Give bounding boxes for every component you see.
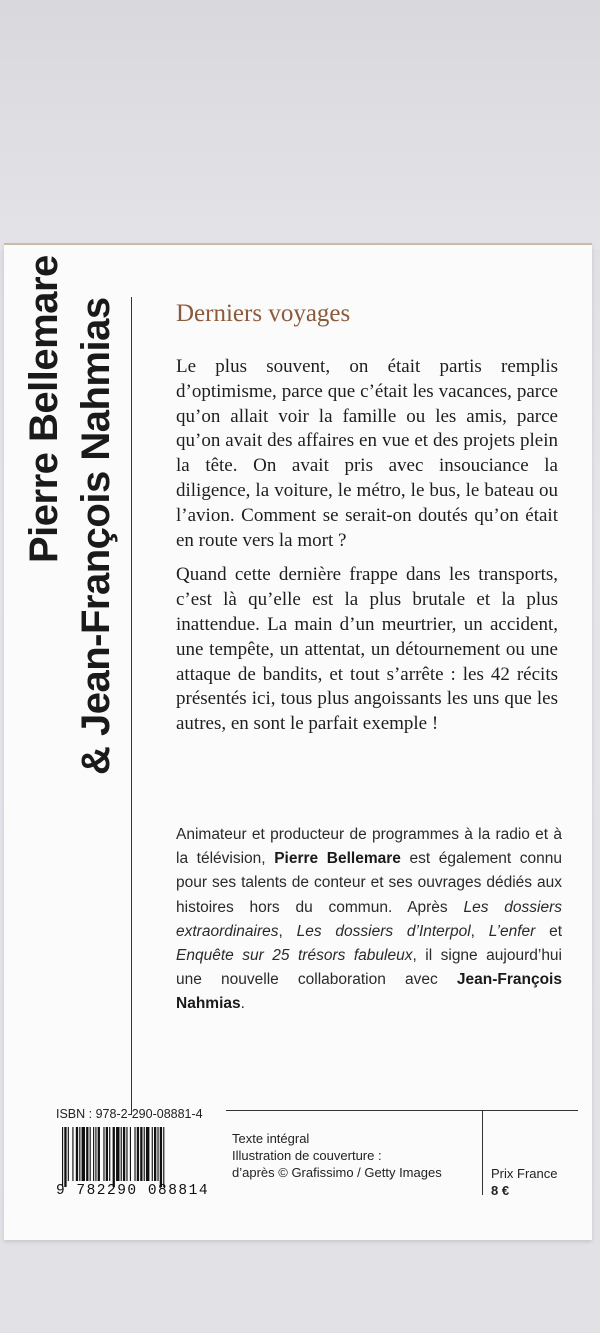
barcode-bar xyxy=(154,1127,156,1181)
bio-text: , xyxy=(470,922,489,940)
bio-text: est également connu pour ses talents de conteur et ses ouvrages dédiés aux histoires hors du commun. Après xyxy=(176,850,563,916)
barcode-bar xyxy=(95,1127,96,1181)
barcode-bar xyxy=(113,1127,115,1187)
barcode-image xyxy=(62,1127,222,1187)
barcode-bar xyxy=(79,1127,80,1181)
barcode-bar xyxy=(72,1127,73,1181)
bio-author-name: Pierre Bellemare xyxy=(274,850,401,868)
barcode-bar xyxy=(106,1127,108,1181)
barcode-bar xyxy=(121,1127,122,1181)
isbn-label: ISBN : 978-2-290-08881-4 xyxy=(56,1107,203,1121)
price-divider xyxy=(482,1110,483,1195)
barcode-bar xyxy=(134,1127,135,1181)
barcode-bar xyxy=(123,1127,125,1181)
barcode-bar xyxy=(126,1127,127,1181)
bio-book-title: Les dossiers d’Interpol xyxy=(296,922,471,940)
author-name-two: & Jean-François Nahmias xyxy=(74,297,118,775)
price-block xyxy=(491,1165,557,1199)
barcode-bar xyxy=(160,1127,162,1187)
author-name-one: Pierre Bellemare xyxy=(22,255,66,563)
barcode-bar xyxy=(68,1127,69,1181)
barcode-bar xyxy=(62,1127,63,1187)
bio-text: , xyxy=(278,922,297,940)
bio-book-title: Enquête sur 25 trésors fabuleux xyxy=(176,947,413,965)
summary-paragraph-1: Le plus souvent, on était partis remplis d’optimisme, parce que c’était les vacances, parce qu’on allait voir la famille ou les amis, parce qu’on avait des affaires en vue et des projets plein la tête. On avait pris avec insouciance la diligence, la voiture, le métro, le bus, le bateau ou l’avion. Comment se serait-on doutés qu’on était en route vers la mort ? xyxy=(176,356,558,551)
book-title: Derniers voyages xyxy=(176,300,351,327)
barcode-bar xyxy=(137,1127,139,1181)
barcode-bar xyxy=(86,1127,88,1181)
price-value xyxy=(491,1182,557,1199)
barcode-block xyxy=(52,1127,224,1199)
barcode-bar xyxy=(144,1127,145,1181)
barcode-bar xyxy=(109,1127,110,1181)
ean-digits: 9 782290 088814 xyxy=(56,1183,210,1199)
price-label: Prix France xyxy=(491,1166,558,1181)
barcode-bar xyxy=(163,1127,164,1187)
barcode-bar xyxy=(76,1127,78,1181)
bio-book-title: Les dossiers extraordinaires xyxy=(176,898,562,940)
summary-text xyxy=(176,355,558,747)
barcode-bar xyxy=(116,1127,119,1181)
barcode-bar xyxy=(152,1127,153,1181)
credits-line-2: Illustration de couverture : xyxy=(232,1148,382,1163)
summary-paragraph-2: Quand cette dernière frappe dans les transports, c’est là qu’elle est la plus brutale et la plus inattendue. La main d’un meurtrier, un accident, une tempête, un attentat, un détournement ou une attaque de bandits, et tout s’arrête : les 42 récits présentés ici, tous plus angoissants les uns que les autres, en sont le parfait exemple ! xyxy=(176,564,558,735)
author-bio xyxy=(176,823,562,1017)
barcode-bar xyxy=(98,1127,100,1181)
cover-credits xyxy=(232,1130,442,1181)
barcode-bar xyxy=(93,1127,94,1181)
bio-book-title: L’enfer xyxy=(488,922,536,940)
barcode-bar xyxy=(130,1127,131,1181)
photo-background xyxy=(0,0,600,250)
bio-author-name: Jean-François Nahmias xyxy=(176,971,562,1013)
bio-text: . xyxy=(240,995,245,1013)
author-names-vertical xyxy=(4,245,124,785)
credits-divider xyxy=(226,1110,578,1111)
vertical-divider xyxy=(131,297,132,1115)
barcode-bar xyxy=(82,1127,85,1181)
bio-text: et xyxy=(535,922,562,940)
barcode-bar xyxy=(64,1127,66,1187)
book-back-cover xyxy=(4,243,592,1240)
barcode-bar xyxy=(103,1127,104,1181)
bio-text: , il signe aujourd’hui une nouvelle collaboration avec xyxy=(176,947,562,989)
barcode-bar xyxy=(157,1127,158,1181)
barcode-bar xyxy=(140,1127,142,1181)
credits-line-1: Texte intégral xyxy=(232,1131,310,1146)
bio-text: Animateur et producteur de programmes à la radio et à la télévision, xyxy=(176,826,562,868)
barcode-bar xyxy=(90,1127,91,1181)
barcode-bar xyxy=(146,1127,149,1181)
credits-line-3: d’après © Grafissimo / Getty Images xyxy=(232,1165,442,1180)
price-amount: 8 € xyxy=(491,1183,510,1198)
